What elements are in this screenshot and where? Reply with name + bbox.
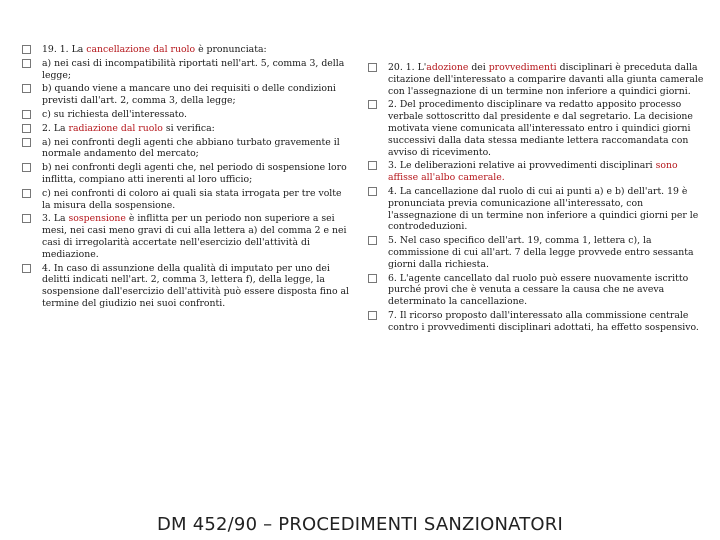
paragraph-text: 19. 1. La bbox=[42, 44, 87, 55]
paragraph-text: 2. Del procedimento disciplinare va redatto apposito processo verbale sottoscritto dal presidente e dal segretario. La decisione motivata viene comunicata all'interessato entro i quindici giorni successivi dalla data stessa mediante lettera raccomandata con avviso di ricevimento. bbox=[388, 99, 693, 158]
bullet-box-icon bbox=[22, 45, 31, 54]
paragraph-text: b) quando viene a mancare uno dei requisiti o delle condizioni previsti dall'art. 2, comma 3, della legge; bbox=[42, 83, 336, 107]
bullet-box-icon bbox=[22, 84, 31, 93]
paragraph-text: 3. La bbox=[42, 213, 69, 225]
right-column bbox=[368, 62, 706, 336]
bullet-box-icon bbox=[22, 264, 31, 273]
paragraph-text: 3. Le deliberazioni relative ai provvedimenti disciplinari bbox=[388, 160, 656, 172]
paragraph-text: 7. Il ricorso proposto dall'interessato alla commissione centrale contro i provvedimenti disciplinari adottati, ha effetto sospensivo. bbox=[388, 309, 699, 333]
bullet-box-icon bbox=[368, 161, 377, 170]
paragraph-text: c) nei confronti di coloro ai quali sia stata irrogata per tre volte la misura della sospensione. bbox=[42, 187, 342, 211]
bullet-box-icon bbox=[22, 163, 31, 172]
right-paragraph bbox=[368, 99, 706, 158]
left-paragraph bbox=[22, 188, 352, 212]
paragraph-text: dei bbox=[468, 62, 489, 73]
right-paragraph bbox=[368, 160, 706, 184]
right-paragraph bbox=[368, 186, 706, 233]
paragraph-text: a) nei casi di incompatibilità riportati nell'art. 5, comma 3, della legge; bbox=[42, 57, 345, 81]
paragraph-text: c) su richiesta dell'interessato. bbox=[42, 108, 187, 120]
paragraph-text: disciplinari è preceduta dalla citazione dell'interessato a comparire davanti alla giunta camerale con l'assegnazione di un termine non inferiore a quindici giorni. bbox=[388, 62, 704, 97]
right-paragraph bbox=[368, 273, 706, 308]
left-paragraph bbox=[22, 58, 352, 82]
left-column bbox=[22, 44, 352, 312]
right-paragraph bbox=[368, 235, 706, 270]
right-paragraph bbox=[368, 62, 706, 97]
paragraph-text: 4. In caso di assunzione della qualità di imputato per uno dei delitti indicati nell'art. 2, comma 3, lettera f), della legge, la sospensione dall'esercizio dell'attività può essere disposta fino al termine del giudizio nei suoi confronti. bbox=[42, 262, 350, 309]
left-paragraph bbox=[22, 162, 352, 186]
bullet-box-icon bbox=[368, 311, 377, 320]
left-paragraph bbox=[22, 213, 352, 260]
bullet-box-icon bbox=[368, 274, 377, 283]
bullet-box-icon bbox=[22, 138, 31, 147]
slide-title: DM 452/90 – PROCEDIMENTI SANZIONATORI bbox=[156, 514, 564, 535]
left-paragraph bbox=[22, 109, 352, 121]
highlighted-text: adozione bbox=[426, 62, 469, 73]
paragraph-text: è pronunciata: bbox=[195, 44, 267, 55]
right-paragraph bbox=[368, 310, 706, 334]
paragraph-text: 4. La cancellazione dal ruolo di cui ai punti a) e b) dell'art. 19 è pronunciata previa comunicazione all'interessato, con l'assegnazione di un termine non inferiore a quindici giorni per le controdeduzioni. bbox=[388, 185, 699, 233]
paragraph-text: è inflitta per un periodo non superiore a sei mesi, nei casi meno gravi di cui alla lettera a) del comma 2 e nei casi di irregolarità accertate nell'esercizio dell'attività di mediazione. bbox=[42, 213, 347, 260]
bullet-box-icon bbox=[22, 189, 31, 198]
paragraph-text: a) nei confronti degli agenti che abbiano turbato gravemente il normale andamento del mercato; bbox=[42, 136, 340, 160]
left-paragraph bbox=[22, 44, 352, 56]
left-paragraph bbox=[22, 263, 352, 310]
highlighted-text: provvedimenti bbox=[488, 62, 557, 73]
bullet-box-icon bbox=[22, 59, 31, 68]
paragraph-text: 2. La bbox=[42, 122, 69, 134]
highlighted-text: sono affisse all'albo camerale. bbox=[388, 160, 678, 184]
highlighted-text: sospensione bbox=[68, 213, 126, 225]
bullet-box-icon bbox=[368, 63, 377, 72]
bullet-box-icon bbox=[368, 100, 377, 109]
paragraph-text: 5. Nel caso specifico dell'art. 19, comma 1, lettera c), la commissione di cui all'art. 7 della legge provvede entro sessanta giorni dalla richiesta. bbox=[388, 235, 694, 270]
highlighted-text: radiazione dal ruolo bbox=[68, 122, 163, 134]
highlighted-text: cancellazione dal ruolo bbox=[86, 44, 196, 55]
bullet-box-icon bbox=[22, 110, 31, 119]
paragraph-text: 20. 1. L' bbox=[388, 62, 427, 73]
paragraph-text: b) nei confronti degli agenti che, nel periodo di sospensione loro inflitta, compiano atti inerenti al loro ufficio; bbox=[42, 162, 347, 185]
left-paragraph bbox=[22, 83, 352, 107]
bullet-box-icon bbox=[22, 214, 31, 223]
paragraph-text: si verifica: bbox=[162, 122, 215, 134]
bullet-box-icon bbox=[22, 124, 31, 133]
left-paragraph bbox=[22, 137, 352, 161]
paragraph-text: 6. L'agente cancellato dal ruolo può essere nuovamente iscritto purché provi che è venuta a cessare la causa che ne aveva determinato la cancellazione. bbox=[388, 272, 689, 308]
bullet-box-icon bbox=[368, 236, 377, 245]
left-paragraph bbox=[22, 123, 352, 135]
bullet-box-icon bbox=[368, 187, 377, 196]
